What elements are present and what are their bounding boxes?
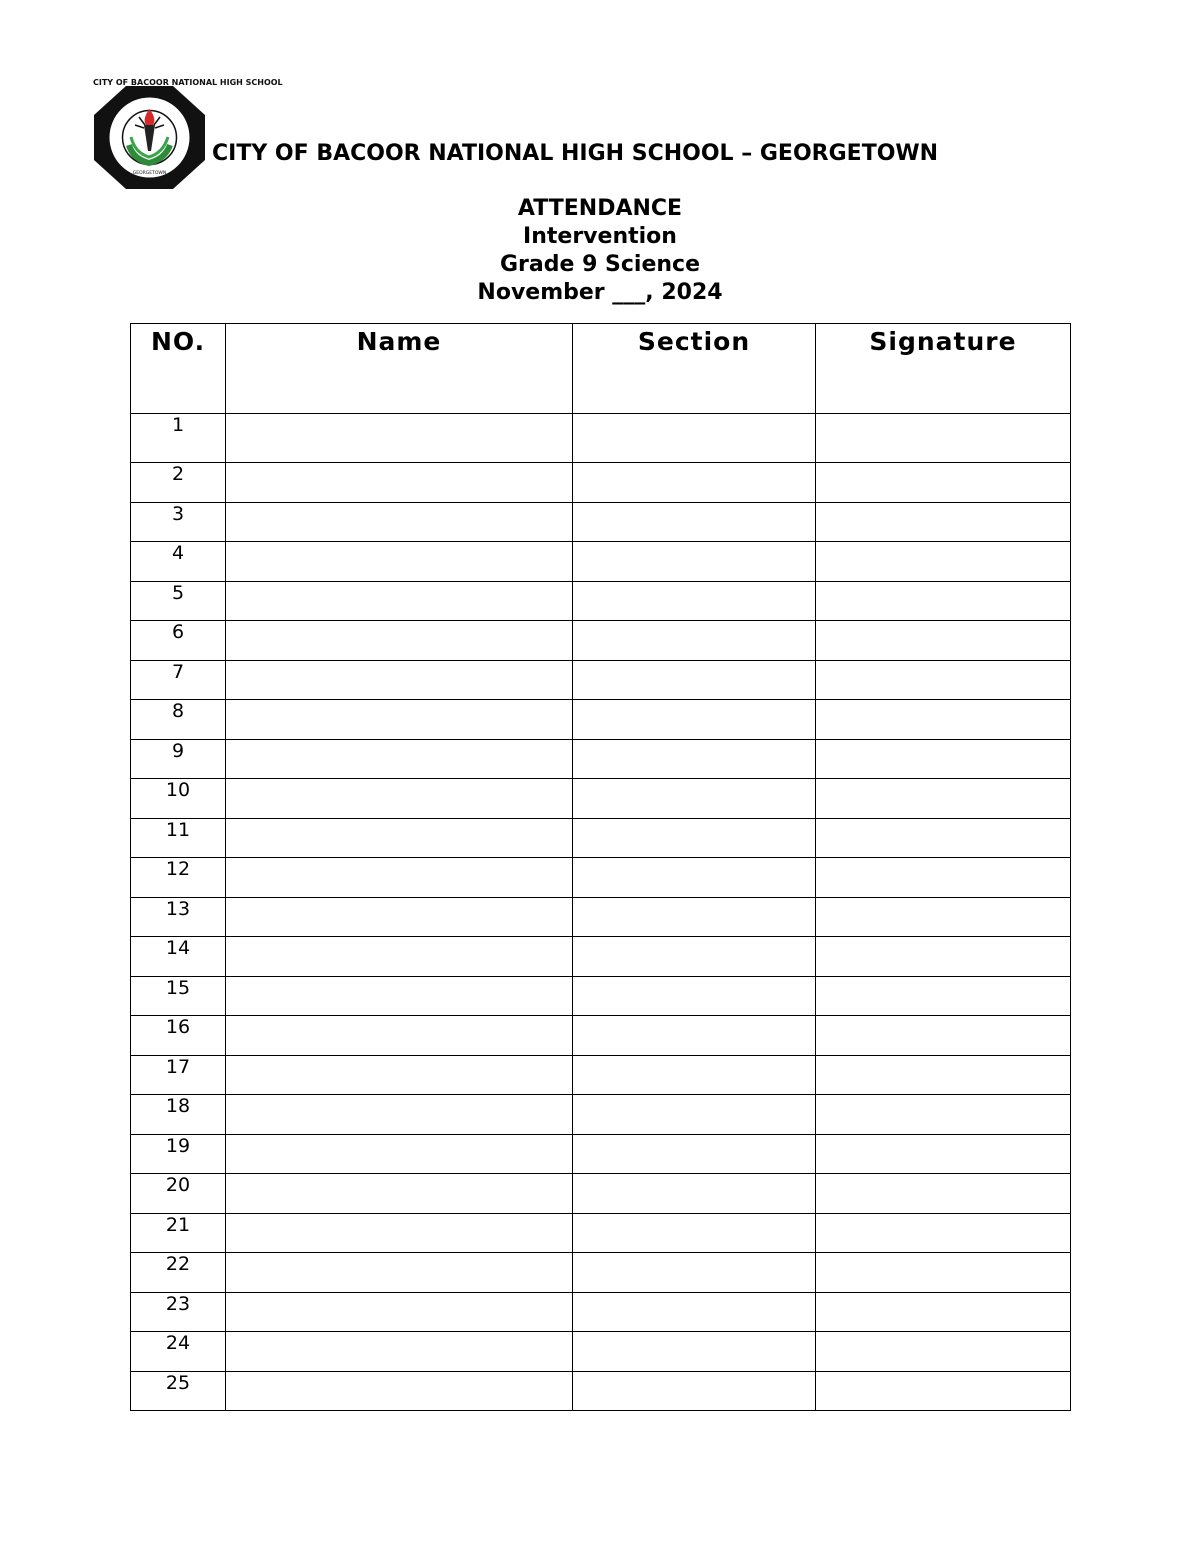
col-header-section: Section [573,324,816,414]
title-intervention: Intervention [523,224,677,249]
row-number: 9 [131,739,226,779]
row-number: 1 [131,414,226,463]
name-cell[interactable] [226,621,573,661]
signature-cell[interactable] [816,542,1071,582]
section-cell[interactable] [573,660,816,700]
row-number: 2 [131,463,226,503]
table-row [131,463,1071,503]
signature-cell[interactable] [816,897,1071,937]
name-cell[interactable] [226,976,573,1016]
table-row [131,1371,1071,1411]
section-cell[interactable] [573,1292,816,1332]
row-number: 23 [131,1292,226,1332]
table-row [131,1292,1071,1332]
signature-cell[interactable] [816,1055,1071,1095]
signature-cell[interactable] [816,818,1071,858]
name-cell[interactable] [226,739,573,779]
signature-cell[interactable] [816,581,1071,621]
section-cell[interactable] [573,779,816,819]
section-cell[interactable] [573,1371,816,1411]
section-cell[interactable] [573,1016,816,1056]
signature-cell[interactable] [816,1016,1071,1056]
table-row [131,818,1071,858]
name-cell[interactable] [226,1095,573,1135]
section-cell[interactable] [573,976,816,1016]
section-cell[interactable] [573,858,816,898]
row-number: 3 [131,502,226,542]
title-attendance: ATTENDANCE [517,196,683,221]
name-cell[interactable] [226,414,573,463]
school-name: CITY OF BACOOR NATIONAL HIGH SCHOOL – GEORGETOWN [212,141,939,166]
table-row [131,1134,1071,1174]
table-row [131,858,1071,898]
signature-cell[interactable] [816,1213,1071,1253]
table-row [131,502,1071,542]
school-seal-icon [93,78,283,190]
section-cell[interactable] [573,502,816,542]
col-header-signature: Signature [816,324,1071,414]
table-row [131,976,1071,1016]
table-row [131,1332,1071,1372]
signature-cell[interactable] [816,739,1071,779]
table-row [131,581,1071,621]
section-cell[interactable] [573,414,816,463]
signature-cell[interactable] [816,1134,1071,1174]
name-cell[interactable] [226,542,573,582]
name-cell[interactable] [226,1371,573,1411]
document-titles [0,195,1200,307]
table-row [131,1055,1071,1095]
logo-ring-text: CITY OF BACOOR NATIONAL HIGH SCHOOL [93,78,283,87]
signature-cell[interactable] [816,779,1071,819]
col-header-name: Name [226,324,573,414]
signature-cell[interactable] [816,858,1071,898]
signature-cell[interactable] [816,1292,1071,1332]
name-cell[interactable] [226,1253,573,1293]
signature-cell[interactable] [816,463,1071,503]
col-header-no: NO. [131,324,226,414]
section-cell[interactable] [573,581,816,621]
signature-cell[interactable] [816,1253,1071,1293]
name-cell[interactable] [226,937,573,977]
signature-cell[interactable] [816,1095,1071,1135]
table-row [131,937,1071,977]
section-cell[interactable] [573,818,816,858]
row-number: 18 [131,1095,226,1135]
section-cell[interactable] [573,1332,816,1372]
table-header-row [131,324,1071,414]
name-cell[interactable] [226,700,573,740]
signature-cell[interactable] [816,1371,1071,1411]
row-number: 24 [131,1332,226,1372]
signature-cell[interactable] [816,621,1071,661]
table-row [131,660,1071,700]
name-cell[interactable] [226,660,573,700]
row-number: 21 [131,1213,226,1253]
row-number: 22 [131,1253,226,1293]
row-number: 13 [131,897,226,937]
signature-cell[interactable] [816,976,1071,1016]
section-cell[interactable] [573,542,816,582]
section-cell[interactable] [573,1134,816,1174]
table-row [131,542,1071,582]
section-cell[interactable] [573,897,816,937]
section-cell[interactable] [573,700,816,740]
logo-bottom-text: GEORGETOWN [132,171,167,176]
row-number: 5 [131,581,226,621]
section-cell[interactable] [573,621,816,661]
name-cell[interactable] [226,1055,573,1095]
table-row [131,1174,1071,1214]
title-subject: Grade 9 Science [499,252,701,277]
section-cell[interactable] [573,1253,816,1293]
section-cell[interactable] [573,1095,816,1135]
signature-cell[interactable] [816,502,1071,542]
row-number: 25 [131,1371,226,1411]
section-cell[interactable] [573,1174,816,1214]
name-cell[interactable] [226,1213,573,1253]
section-cell[interactable] [573,463,816,503]
section-cell[interactable] [573,937,816,977]
name-cell[interactable] [226,463,573,503]
table-row [131,1253,1071,1293]
section-cell[interactable] [573,1055,816,1095]
signature-cell[interactable] [816,937,1071,977]
title-date: November ___, 2024 [477,280,723,305]
row-number: 20 [131,1174,226,1214]
row-number: 12 [131,858,226,898]
row-number: 4 [131,542,226,582]
signature-cell[interactable] [816,414,1071,463]
row-number: 11 [131,818,226,858]
name-cell[interactable] [226,581,573,621]
section-cell[interactable] [573,1213,816,1253]
signature-cell[interactable] [816,660,1071,700]
name-cell[interactable] [226,1016,573,1056]
signature-cell[interactable] [816,700,1071,740]
name-cell[interactable] [226,1174,573,1214]
table-row [131,1213,1071,1253]
name-cell[interactable] [226,818,573,858]
row-number: 16 [131,1016,226,1056]
row-number: 7 [131,660,226,700]
signature-cell[interactable] [816,1332,1071,1372]
table-row [131,739,1071,779]
table-row [131,414,1071,463]
row-number: 17 [131,1055,226,1095]
name-cell[interactable] [226,502,573,542]
row-number: 19 [131,1134,226,1174]
row-number: 6 [131,621,226,661]
name-cell[interactable] [226,1292,573,1332]
name-cell[interactable] [226,897,573,937]
name-cell[interactable] [226,779,573,819]
signature-cell[interactable] [816,1174,1071,1214]
name-cell[interactable] [226,858,573,898]
name-cell[interactable] [226,1332,573,1372]
table-row [131,1016,1071,1056]
section-cell[interactable] [573,739,816,779]
table-row [131,897,1071,937]
table-row [131,700,1071,740]
row-number: 14 [131,937,226,977]
row-number: 10 [131,779,226,819]
table-row [131,621,1071,661]
row-number: 15 [131,976,226,1016]
table-row [131,779,1071,819]
table-row [131,1095,1071,1135]
name-cell[interactable] [226,1134,573,1174]
attendance-table [130,323,1071,1411]
row-number: 8 [131,700,226,740]
